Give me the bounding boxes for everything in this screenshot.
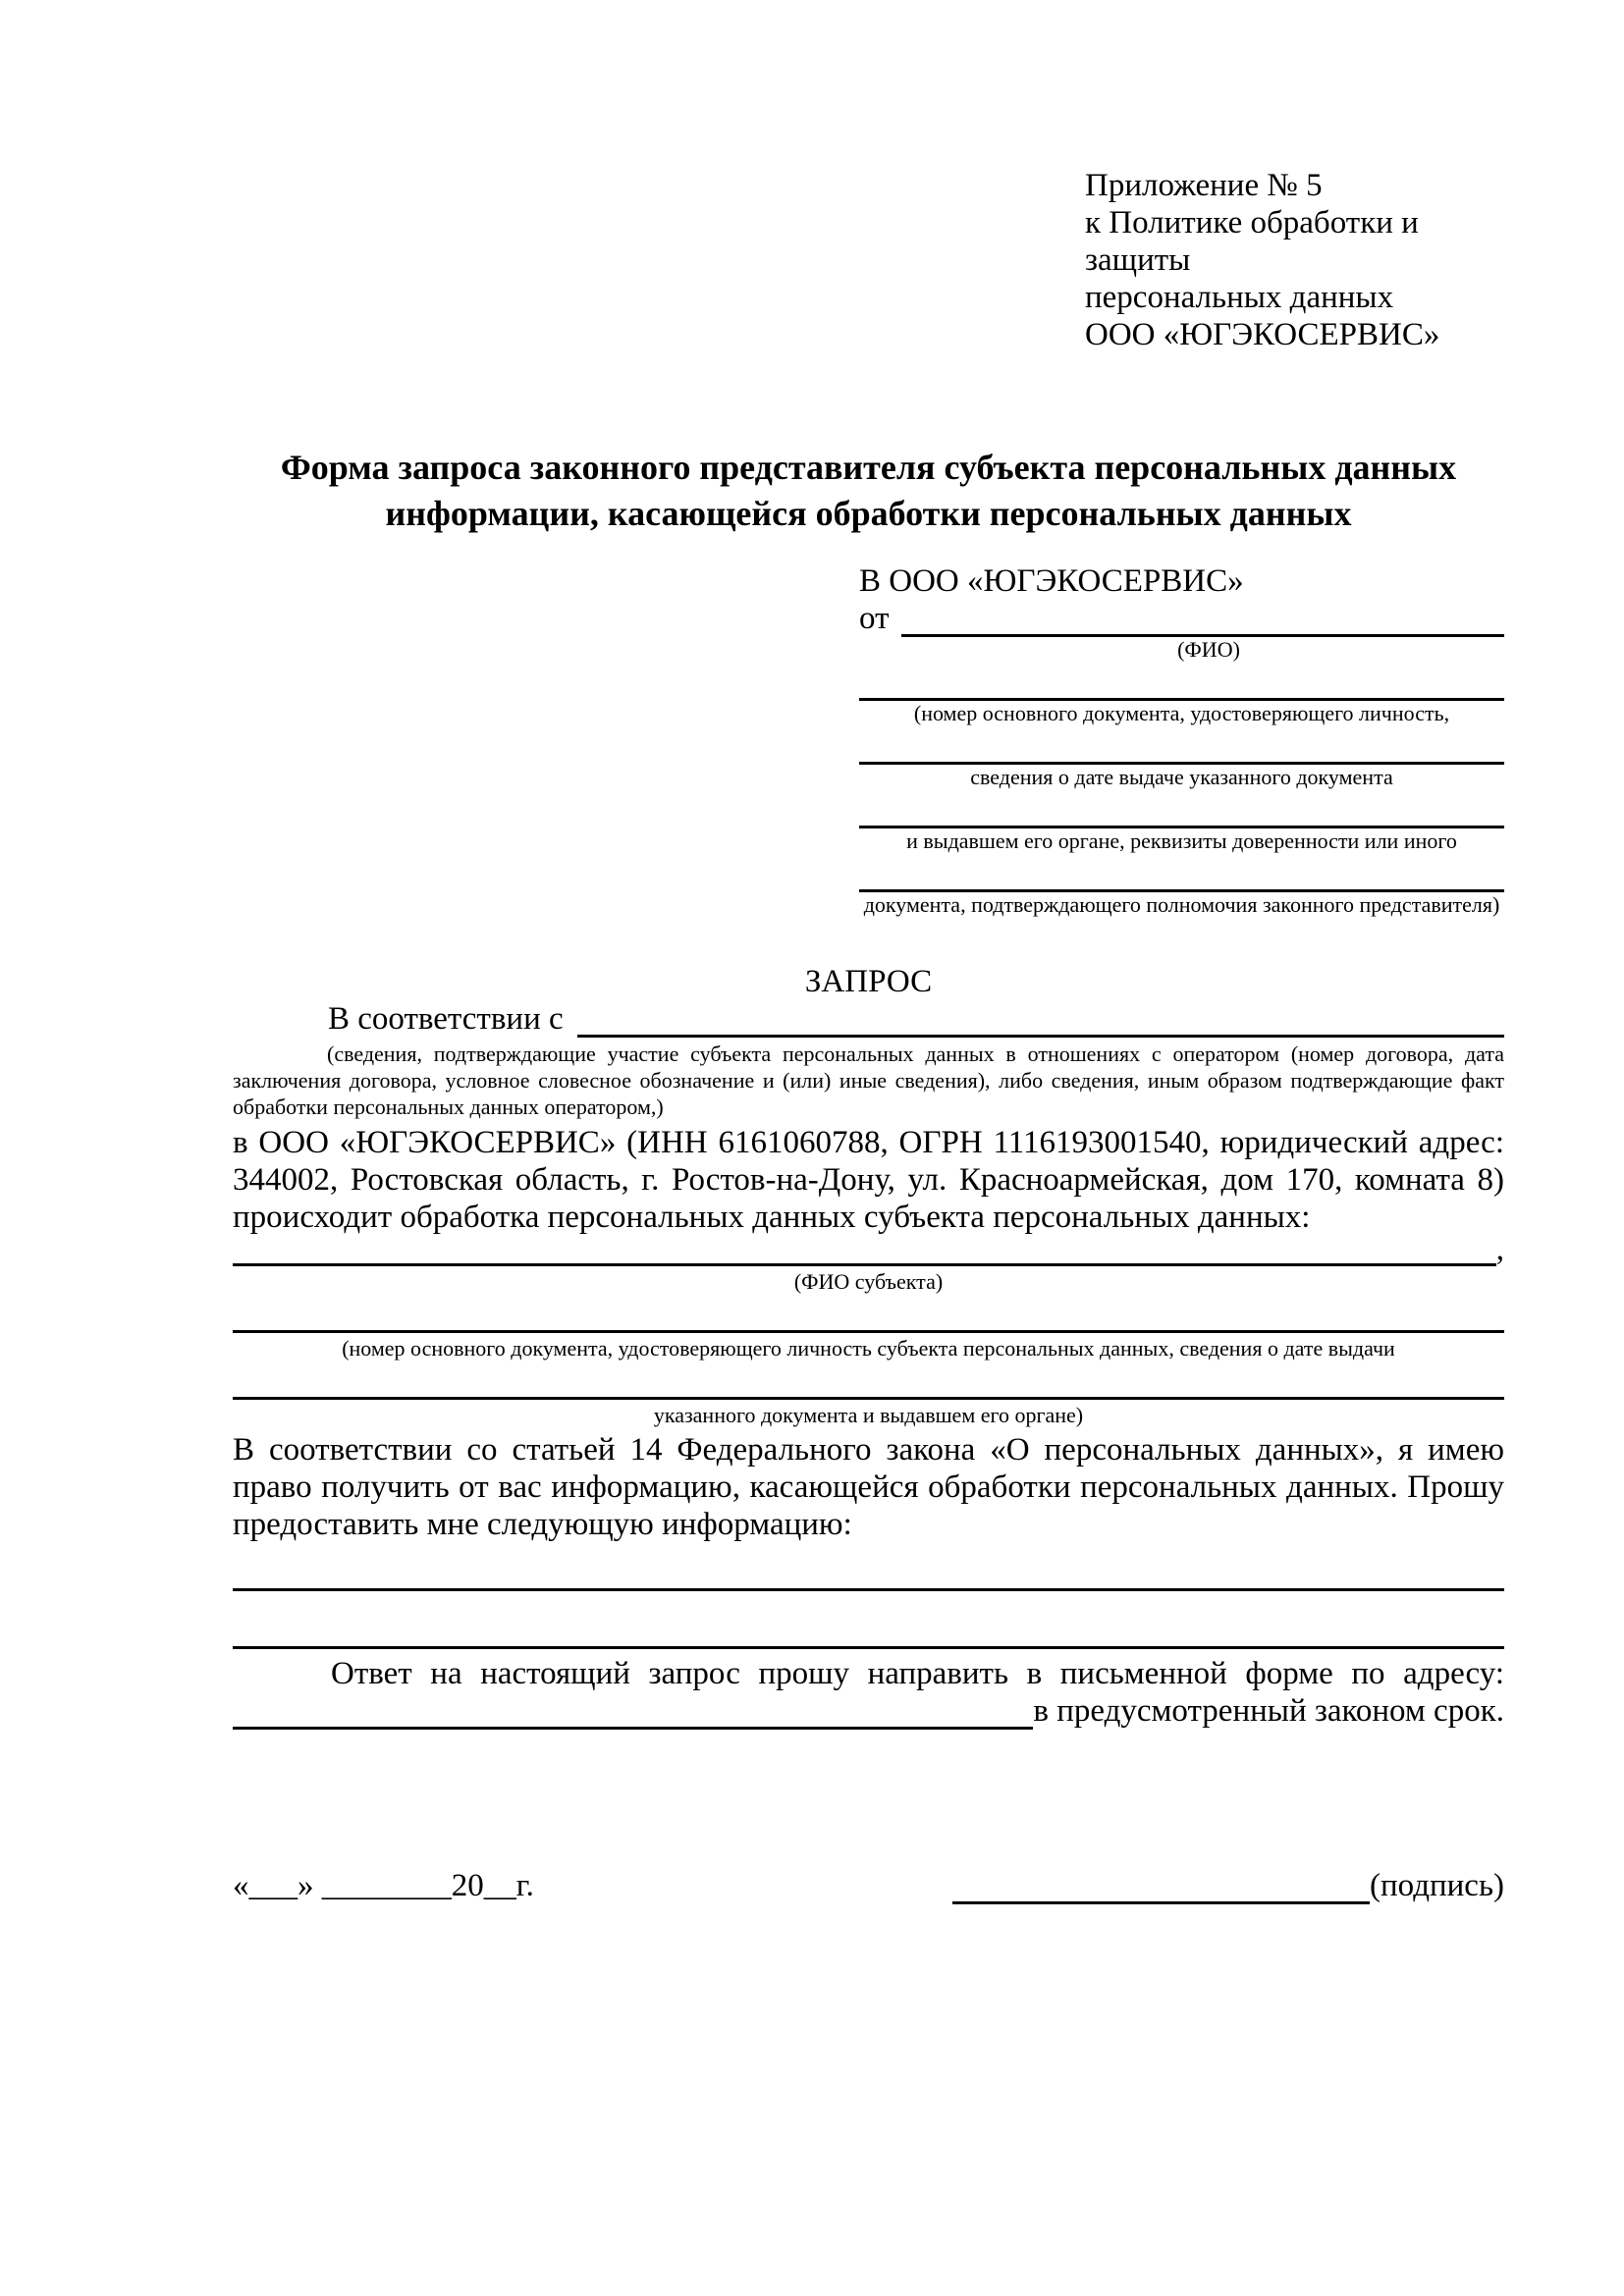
reply-address-row: [233, 1692, 1504, 1730]
reply-suffix: в предусмотренный законом срок.: [1033, 1693, 1504, 1729]
subject-authority-caption: указанного документа и выдавшем его органе): [653, 1403, 1084, 1427]
request-heading: ЗАПРОС: [804, 964, 933, 999]
subject-line-comma: ,: [1495, 1232, 1504, 1267]
reply-paragraph: Ответ на настоящий запрос прошу направить в письменной форме по адресу:: [331, 1656, 1504, 1691]
signature-caption: (подпись): [1370, 1868, 1504, 1903]
from-label: от: [859, 601, 890, 636]
issue-date-underline: [859, 726, 1504, 765]
accordance-row: [233, 1000, 1504, 1038]
accordance-caption: (сведения, подтверждающие участие субъекта персональных данных в отношениях с оператором (номер договора, дата заключения договора, условное словесное обозначение и (или) иные сведения), либо сведения, иным образом подтверждающие факт обработки персональных данных оператором,): [233, 1041, 1504, 1119]
appendix-line: ООО «ЮГЭКОСЕРВИС»: [1085, 317, 1440, 352]
appendix-line: к Политике обработки и защиты: [1085, 205, 1419, 278]
form-title: [233, 445, 1504, 537]
appendix-line: персональных данных: [1085, 280, 1394, 315]
operator-paragraph: в ООО «ЮГЭКОСЕРВИС» (ИНН 6161060788, ОГРН 1116193001540, юридический адрес: 344002, Ростовская область, г. Ростов-на-Дону, ул. Красноармейская, дом 170, комната 8) происходит обработка персональных данных субъекта персональных данных:: [233, 1125, 1504, 1235]
authority-document-caption: документа, подтверждающего полномочия законного представителя): [863, 892, 1500, 917]
appendix-block: [1085, 167, 1504, 353]
accordance-label: В соответствии с: [328, 1001, 564, 1037]
form-title-line: информации, касающейся обработки персональных данных: [385, 494, 1352, 533]
from-underline: [901, 600, 1505, 637]
signature-area: [952, 1867, 1504, 1904]
issuing-authority-underline: [859, 790, 1504, 828]
appendix-line: Приложение № 5: [1085, 168, 1323, 203]
date-line: «___» ________20__г.: [233, 1868, 534, 1903]
subject-authority-underline: [233, 1364, 1504, 1400]
subject-name-underline: [233, 1233, 1496, 1266]
law-paragraph: В соответствии со статьей 14 Федерального закона «О персональных данных», я имею право получить от вас информацию, касающейся обработки персональных данных. Прошу предоставить мне следующую информацию:: [233, 1432, 1504, 1542]
authority-document-underline: [859, 854, 1504, 892]
signature-underline: [952, 1871, 1370, 1904]
document-page: [233, 167, 1504, 1904]
requested-info-underline: [233, 1551, 1504, 1591]
subject-name-row: [233, 1232, 1504, 1267]
document-number-caption: (номер основного документа, удостоверяющего личность,: [913, 701, 1450, 725]
reply-address-underline: [233, 1696, 1033, 1730]
footer-row: [233, 1867, 1504, 1904]
fio-caption: (ФИО): [1177, 637, 1240, 662]
from-row: [859, 600, 1504, 637]
document-number-underline: [859, 663, 1504, 701]
requested-info-underline: [233, 1609, 1504, 1649]
subject-document-caption: (номер основного документа, удостоверяющего личность субъекта персональных данных, сведения о дате выдачи: [342, 1336, 1395, 1361]
form-title-line: Форма запроса законного представителя субъекта персональных данных: [280, 448, 1457, 487]
issuing-authority-caption: и выдавшем его органе, реквизиты доверенности или иного: [906, 828, 1457, 853]
accordance-underline: [577, 1000, 1504, 1038]
issue-date-caption: сведения о дате выдаче указанного документа: [970, 765, 1393, 789]
addressee-company: В ООО «ЮГЭКОСЕРВИС»: [859, 563, 1244, 599]
addressee-block: [859, 562, 1504, 918]
subject-fio-caption: (ФИО субъекта): [793, 1269, 944, 1294]
subject-document-underline: [233, 1298, 1504, 1333]
